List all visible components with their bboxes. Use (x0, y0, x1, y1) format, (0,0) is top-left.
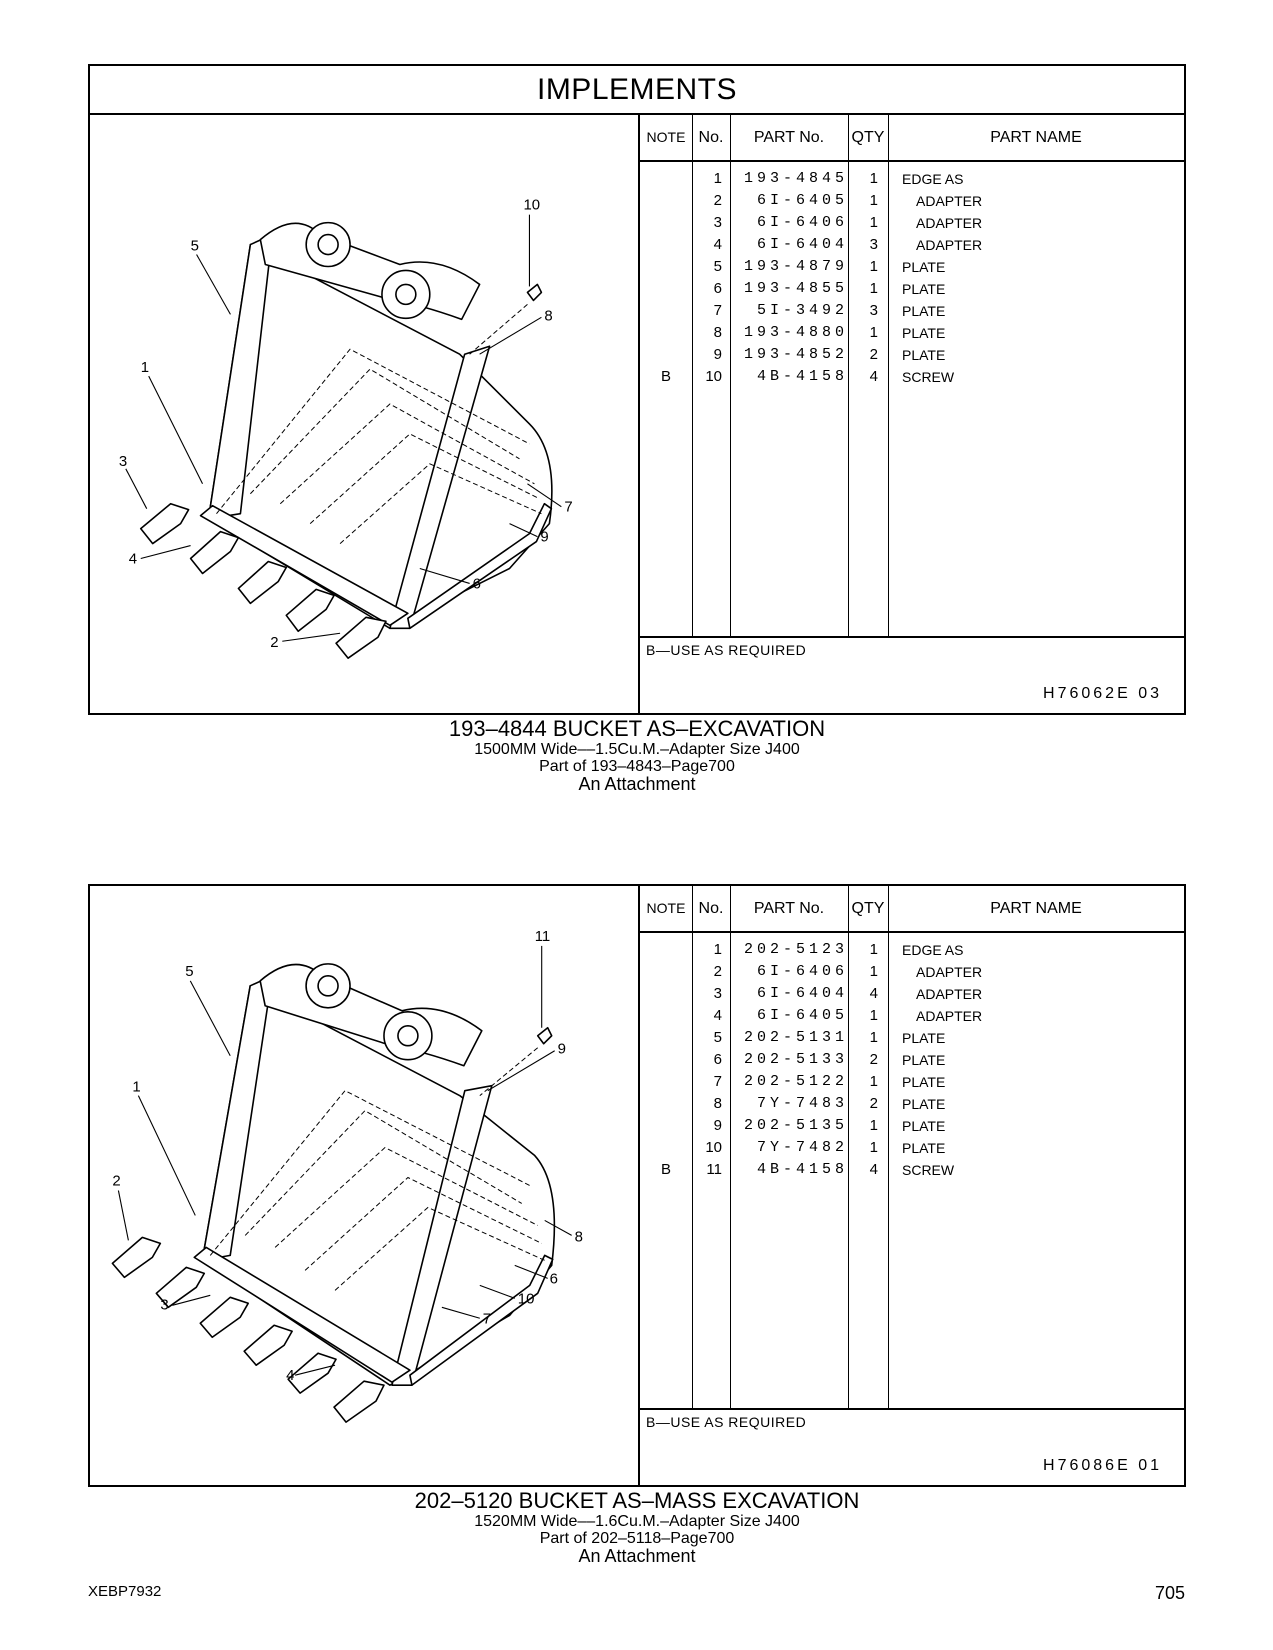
part-number-cell: 4B-4158 (756, 368, 848, 385)
quantity-cell: 1 (869, 192, 878, 209)
col-qty-header: QTY (851, 900, 885, 917)
table-row (640, 168, 1184, 190)
part-name-cell: EDGE AS (902, 942, 964, 958)
item-number-cell: 7 (713, 302, 722, 319)
item-number-cell: 5 (713, 1029, 722, 1046)
item-number-cell: 4 (713, 236, 722, 253)
part-number-cell: 4B-4158 (756, 1161, 848, 1178)
parts-table-1 (640, 115, 1184, 713)
callout-label: 2 (112, 1172, 121, 1190)
part-name-cell: PLATE (902, 1052, 946, 1068)
callout-label: 1 (132, 1078, 141, 1096)
callout-label: 7 (564, 498, 573, 516)
part-number-cell: 6I-6404 (756, 985, 848, 1002)
parts-panel-1 (88, 64, 1186, 715)
part-number-cell: 6I-6406 (756, 214, 848, 231)
bucket-illustration-2 (90, 886, 640, 1485)
item-number-cell: 1 (713, 941, 722, 958)
part-number-cell: 7Y-7483 (756, 1095, 848, 1112)
caption-1 (88, 717, 1186, 793)
quantity-cell: 4 (869, 1161, 878, 1178)
part-name-cell: EDGE AS (902, 171, 964, 187)
table-row (640, 1005, 1184, 1027)
part-name-cell: PLATE (902, 1096, 946, 1112)
callout-label: 11 (534, 927, 551, 945)
quantity-cell: 1 (869, 1117, 878, 1134)
col-part-no-header: PART No. (753, 900, 825, 917)
table-row (640, 256, 1184, 278)
callout-label: 2 (270, 634, 279, 652)
item-number-cell: 6 (713, 1051, 722, 1068)
item-number-cell: 3 (713, 214, 722, 231)
col-note-header: NOTE (646, 900, 686, 916)
caption-attachment: An Attachment (578, 774, 696, 794)
table-row (640, 1137, 1184, 1159)
note-cell: B (660, 1161, 671, 1178)
table-row (640, 1049, 1184, 1071)
item-number-cell: 10 (705, 368, 722, 385)
callout-label: 3 (118, 452, 128, 470)
callout-label: 10 (523, 196, 541, 214)
part-name-cell: ADAPTER (916, 215, 983, 231)
quantity-cell: 4 (869, 985, 878, 1002)
part-number-cell: 6I-6406 (756, 963, 848, 980)
part-name-cell: PLATE (902, 303, 946, 319)
part-name-cell: PLATE (902, 1030, 946, 1046)
quantity-cell: 1 (869, 324, 878, 341)
table-footer (640, 1408, 1184, 1485)
callout-label: 5 (185, 962, 194, 980)
item-number-cell: 6 (713, 280, 722, 297)
col-no-header: No. (698, 900, 724, 917)
table-row (640, 322, 1184, 344)
document-id: XEBP7932 (88, 1583, 162, 1600)
part-number-cell: 202-5122 (743, 1073, 848, 1090)
col-part-name-header: PART NAME (990, 900, 1082, 917)
quantity-cell: 3 (869, 236, 878, 253)
quantity-cell: 3 (869, 302, 878, 319)
part-name-cell: SCREW (902, 369, 955, 385)
part-name-cell: ADAPTER (916, 986, 983, 1002)
part-name-cell: ADAPTER (916, 964, 983, 980)
part-number-cell: 202-5123 (743, 941, 848, 958)
quantity-cell: 2 (869, 346, 878, 363)
caption-spec: 1500MM Wide––1.5Cu.M.–Adapter Size J400 (474, 741, 800, 758)
caption-title: 202–5120 BUCKET AS–MASS EXCAVATION (414, 1488, 860, 1513)
part-number-cell: 193-4879 (743, 258, 848, 275)
callout-label: 6 (472, 575, 481, 593)
table-row (640, 278, 1184, 300)
note-legend: B—USE AS REQUIRED (646, 642, 807, 658)
callout-label: 5 (190, 237, 199, 255)
callout-label: 10 (517, 1290, 535, 1308)
item-number-cell: 3 (713, 985, 722, 1002)
part-name-cell: PLATE (902, 259, 946, 275)
part-number-cell: 6I-6404 (756, 236, 848, 253)
quantity-cell: 1 (869, 214, 878, 231)
item-number-cell: 5 (713, 258, 722, 275)
drawing-code: H76062E 03 (1043, 685, 1162, 702)
callout-label: 1 (140, 359, 150, 377)
callout-label: 4 (128, 550, 138, 568)
col-no-header: No. (698, 129, 724, 146)
note-cell: B (660, 368, 671, 385)
page-banner-title: IMPLEMENTS (90, 66, 1184, 115)
part-name-cell: SCREW (902, 1162, 955, 1178)
page-number: 705 (1154, 1583, 1185, 1603)
part-name-cell: ADAPTER (916, 1008, 983, 1024)
table-header (640, 886, 1184, 933)
quantity-cell: 2 (869, 1051, 878, 1068)
table-row (640, 1071, 1184, 1093)
part-number-cell: 193-4880 (743, 324, 848, 341)
quantity-cell: 1 (869, 1139, 878, 1156)
table-row (640, 1159, 1184, 1181)
quantity-cell: 1 (869, 1029, 878, 1046)
part-number-cell: 193-4855 (743, 280, 848, 297)
part-number-cell: 193-4845 (743, 170, 848, 187)
callout-label: 7 (482, 1310, 492, 1328)
col-qty-header: QTY (851, 129, 885, 146)
quantity-cell: 2 (869, 1095, 878, 1112)
caption-2 (88, 1489, 1186, 1565)
item-number-cell: 1 (713, 170, 722, 187)
callout-label: 9 (540, 528, 549, 546)
bucket-drawing (90, 886, 638, 1485)
table-row (640, 1027, 1184, 1049)
item-number-cell: 4 (713, 1007, 722, 1024)
item-number-cell: 2 (713, 192, 722, 209)
part-number-cell: 193-4852 (743, 346, 848, 363)
table-row (640, 961, 1184, 983)
table-footer (640, 636, 1184, 713)
part-name-cell: PLATE (902, 347, 946, 363)
caption-parent: Part of 202–5118–Page700 (539, 1530, 735, 1547)
quantity-cell: 1 (869, 1007, 878, 1024)
item-number-cell: 9 (713, 1117, 722, 1134)
quantity-cell: 1 (869, 941, 878, 958)
part-number-cell: 5I-3492 (756, 302, 848, 319)
part-number-cell: 6I-6405 (756, 1007, 848, 1024)
caption-attachment: An Attachment (578, 1546, 696, 1566)
table-row (640, 234, 1184, 256)
table-row (640, 1115, 1184, 1137)
quantity-cell: 1 (869, 258, 878, 275)
item-number-cell: 9 (713, 346, 722, 363)
table-row (640, 300, 1184, 322)
quantity-cell: 1 (869, 963, 878, 980)
part-number-cell: 6I-6405 (756, 192, 848, 209)
parts-panel-2 (88, 884, 1186, 1487)
table-row (640, 939, 1184, 961)
callout-label: 8 (544, 307, 553, 325)
part-name-cell: PLATE (902, 325, 946, 341)
item-number-cell: 11 (706, 1161, 722, 1178)
table-row (640, 190, 1184, 212)
part-number-cell: 202-5133 (743, 1051, 848, 1068)
quantity-cell: 1 (869, 1073, 878, 1090)
callout-label: 3 (160, 1296, 169, 1314)
table-header (640, 115, 1184, 162)
col-part-name-header: PART NAME (990, 129, 1082, 146)
callout-label: 4 (286, 1367, 295, 1385)
quantity-cell: 1 (869, 280, 878, 297)
part-number-cell: 202-5131 (743, 1029, 848, 1046)
quantity-cell: 1 (869, 170, 878, 187)
note-legend: B—USE AS REQUIRED (646, 1414, 807, 1430)
table-row (640, 366, 1184, 388)
part-number-cell: 202-5135 (743, 1117, 848, 1134)
item-number-cell: 8 (713, 324, 722, 341)
part-name-cell: PLATE (902, 1074, 946, 1090)
item-number-cell: 2 (713, 963, 722, 980)
caption-parent: Part of 193–4843–Page700 (539, 758, 735, 775)
drawing-code: H76086E 01 (1043, 1457, 1162, 1474)
part-name-cell: ADAPTER (916, 237, 983, 253)
col-part-no-header: PART No. (753, 129, 825, 146)
caption-spec: 1520MM Wide––1.6Cu.M.–Adapter Size J400 (474, 1513, 800, 1530)
table-row (640, 1093, 1184, 1115)
item-number-cell: 8 (713, 1095, 722, 1112)
table-row (640, 983, 1184, 1005)
table-row (640, 212, 1184, 234)
part-name-cell: PLATE (902, 1118, 946, 1134)
parts-table-2 (640, 886, 1184, 1485)
col-note-header: NOTE (646, 129, 686, 145)
bucket-illustration-1 (90, 115, 640, 713)
callout-label: 9 (557, 1040, 567, 1058)
callout-label: 6 (549, 1270, 559, 1288)
callout-label: 8 (574, 1228, 583, 1246)
item-number-cell: 10 (705, 1139, 722, 1156)
bucket-drawing (90, 115, 638, 713)
part-name-cell: PLATE (902, 1140, 946, 1156)
caption-title: 193–4844 BUCKET AS–EXCAVATION (448, 716, 826, 741)
part-number-cell: 7Y-7482 (756, 1139, 848, 1156)
part-name-cell: PLATE (902, 281, 946, 297)
item-number-cell: 7 (713, 1073, 722, 1090)
table-row (640, 344, 1184, 366)
part-name-cell: ADAPTER (916, 193, 983, 209)
quantity-cell: 4 (869, 368, 878, 385)
